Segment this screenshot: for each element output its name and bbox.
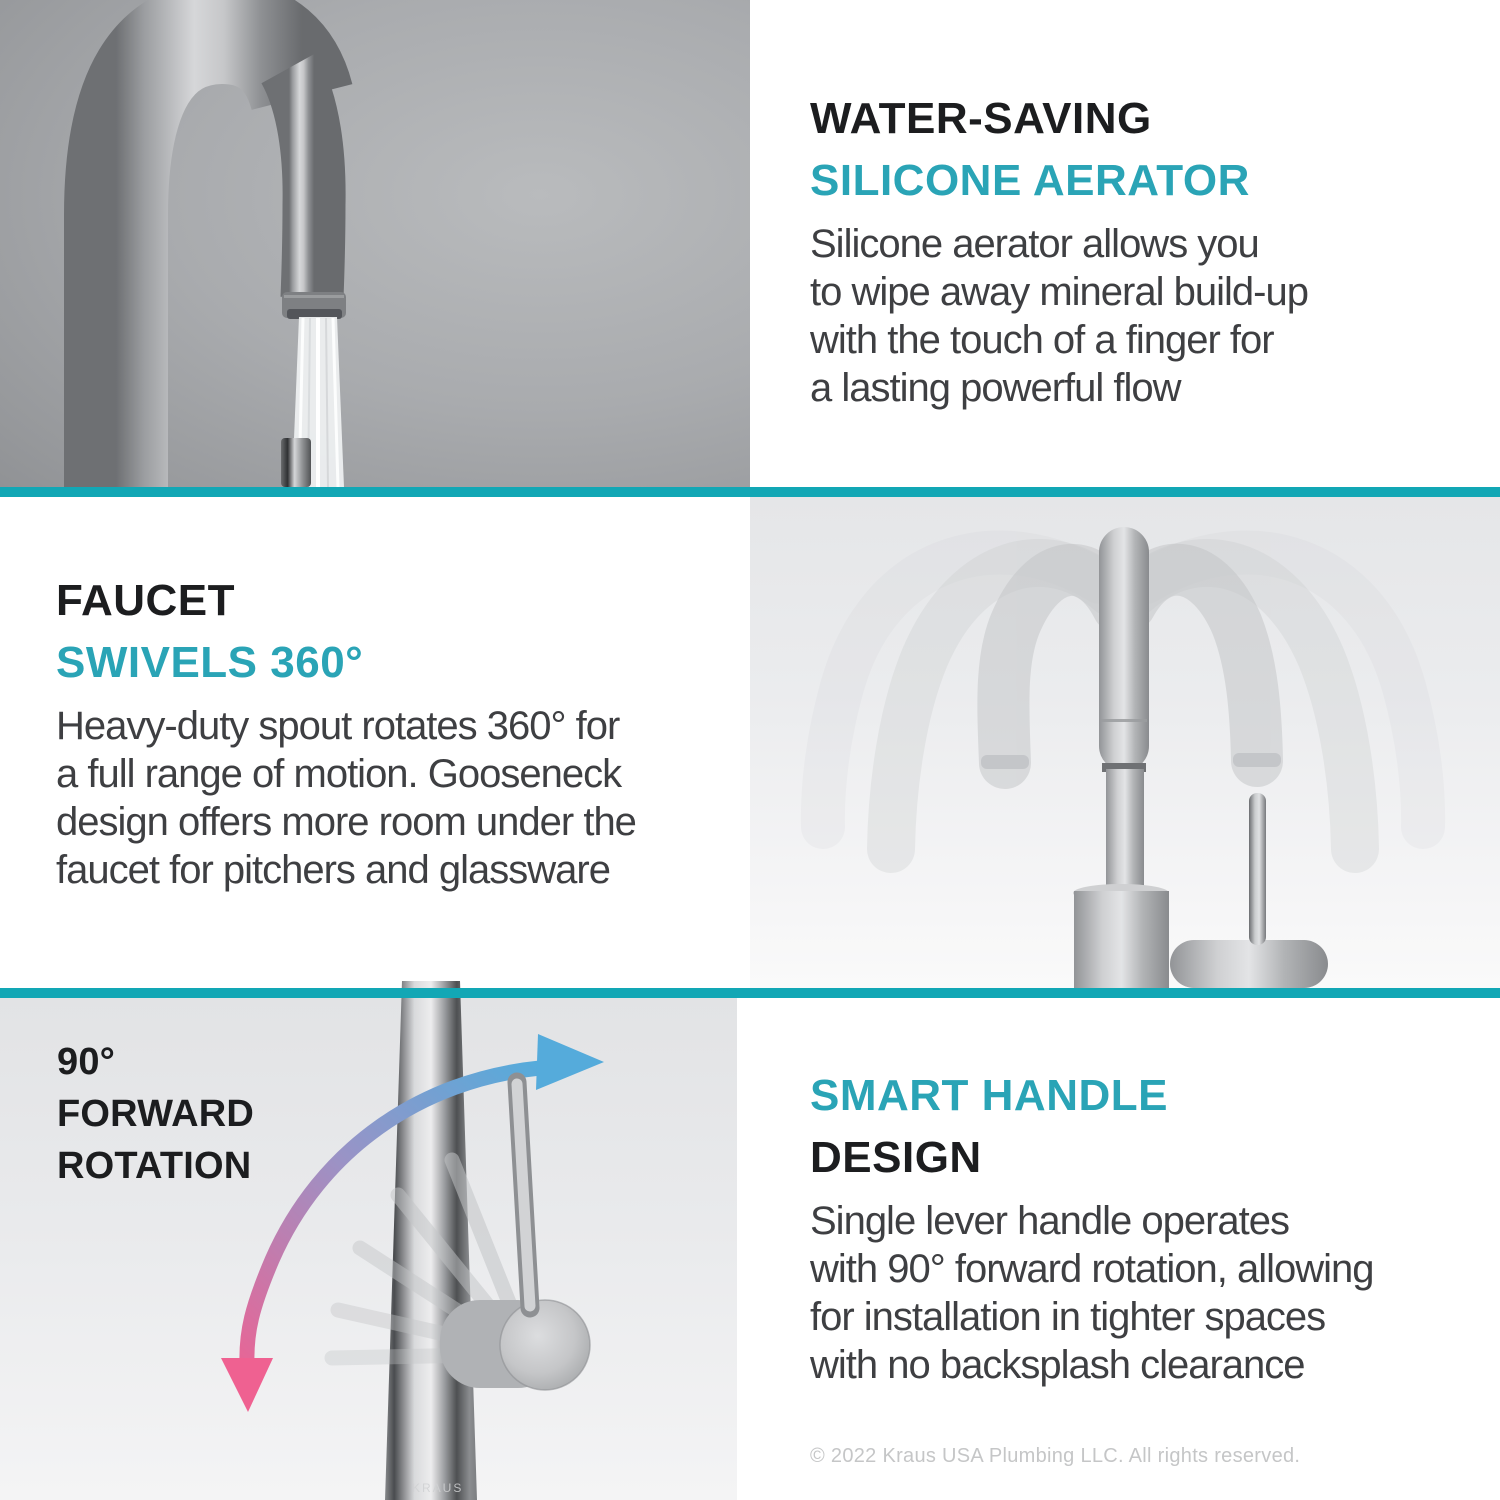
kraus-logo: KRAUS [412,1481,464,1495]
section-aerator-heading-line1: WATER-SAVING [810,94,1152,143]
section-aerator-text [810,96,1308,412]
section-swivel-heading-line1: FAUCET [56,576,235,625]
swivel-360-illustration [750,497,1500,988]
body-line: with the touch of a finger for [810,318,1274,362]
teal-divider-bottom [0,988,1500,998]
body-line: a full range of motion. Gooseneck [56,752,622,796]
section-swivel-text [56,578,636,894]
body-line: Heavy-duty spout rotates 360° for [56,704,620,748]
handle-tip [281,438,311,487]
section-aerator-body [810,220,1308,412]
section-handle-heading-line1: SMART HANDLE [810,1071,1168,1120]
faucet-spout-leg [289,68,314,298]
rotation-label-line: 90° [57,1041,116,1083]
gooseneck-faucet-photo [0,0,750,487]
solid-lever [517,1082,530,1308]
silicone-aerator [282,292,346,319]
section-aerator-heading-line2: SILICONE AERATOR [810,156,1250,205]
rotation-label-line: FORWARD [57,1093,255,1135]
gooseneck-faucet-illustration [0,0,750,487]
rotation-label-line: ROTATION [57,1145,252,1187]
body-line: with 90° forward rotation, allowing [810,1247,1374,1291]
arrow-head-pink [221,1358,273,1412]
body-line: a lasting powerful flow [810,366,1181,410]
body-line: to wipe away mineral build-up [810,270,1308,314]
body-line: with no backsplash clearance [810,1343,1305,1387]
lever-handle [1249,793,1266,945]
teal-divider-top [0,487,1500,497]
handle-hub [440,1300,590,1390]
section-swivel-heading-line2: SWIVELS 360° [56,638,364,687]
swivel-faucet-photo [750,497,1500,988]
body-line: Single lever handle operates [810,1199,1290,1243]
section-handle-heading-line2: DESIGN [810,1133,982,1182]
section-handle-text [810,1073,1374,1389]
rotation-label [57,1036,254,1192]
body-line: Silicone aerator allows you [810,222,1259,266]
body-line: faucet for pitchers and glassware [56,848,610,892]
section-handle-body [810,1197,1374,1389]
section-swivel-body [56,702,636,894]
body-line: design offers more room under the [56,800,636,844]
copyright-text: © 2022 Kraus USA Plumbing LLC. All rights reserved. [810,1445,1301,1467]
body-line: for installation in tighter spaces [810,1295,1326,1339]
arrow-head-blue [536,1034,604,1090]
